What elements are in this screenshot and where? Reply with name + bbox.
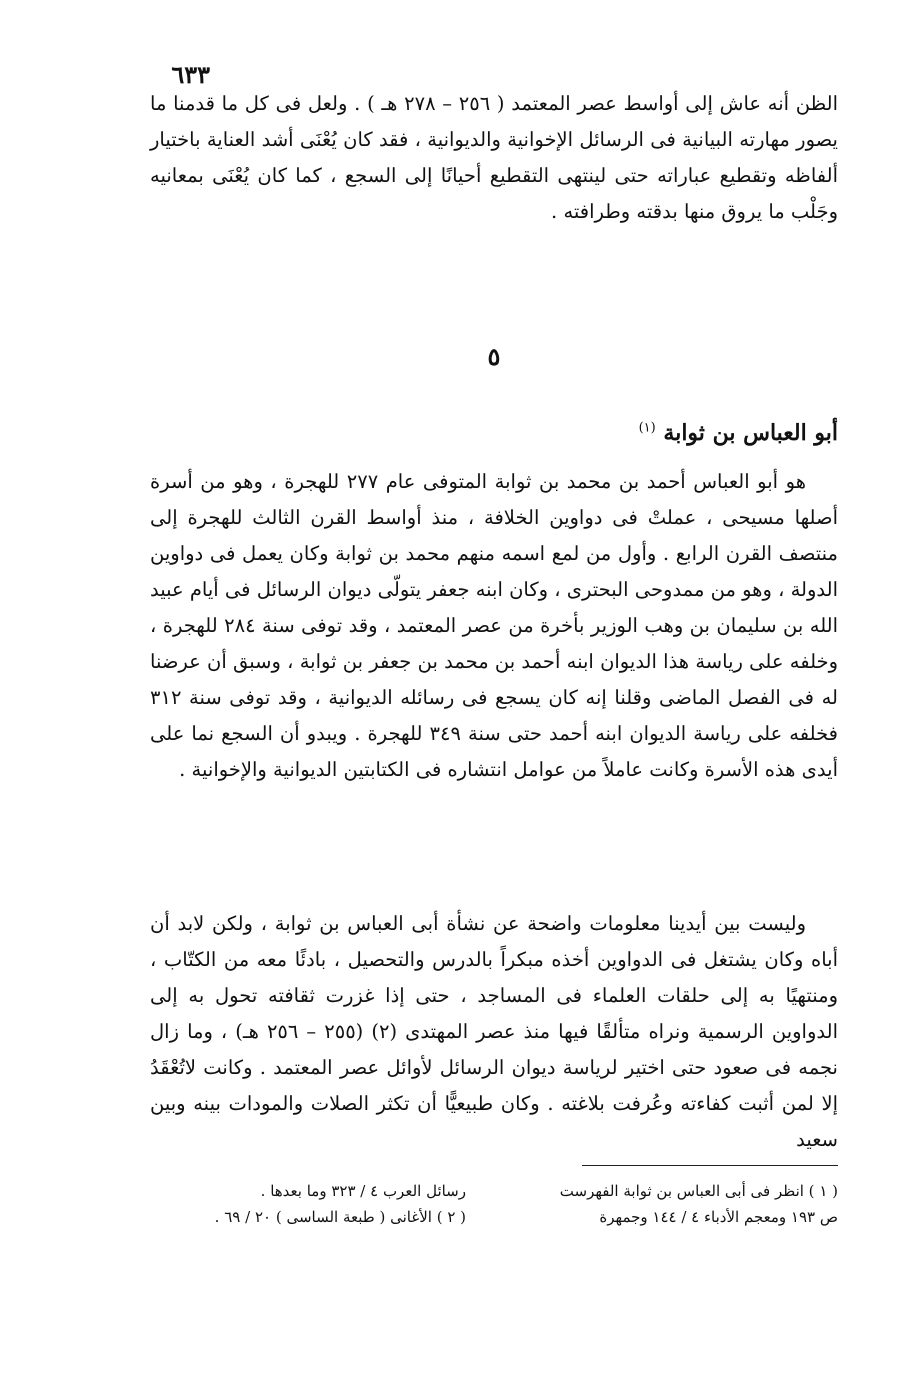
footnote-column-right	[560, 1178, 838, 1230]
body-paragraph: وليست بين أيدينا معلومات واضحة عن نشأة أبى العباس بن ثوابة ، ولكن لابد أن أباه وكان يشتغل فى الدواوين أخذه مبكراً بالدرس والتحصيل ، بادئًا معه من الكتّاب ، ومنتهيًا به إلى حلقات العلماء فى المساجد ، حتى إذا غزرت ثقافته تحول به إلى الدواوين الرسمية ونراه متألقًا فيها منذ عصر المهتدى (٢) (٢٥٥ – ٢٥٦ هـ) ، وما زال نجمه فى صعود حتى اختير لرياسة ديوان الرسائل لأوائل عصر المعتمد . وكانت لاتُعْقَدُ إلا لمن أثبت كفاءته وعُرفت بلاغته . وكان طبيعيًّا أن تكثر الصلات والمودات بينه وبين سعيد	[150, 912, 838, 1151]
intro-paragraph: الظن أنه عاش إلى أواسط عصر المعتمد ( ٢٥٦ – ٢٧٨ هـ ) . ولعل فى كل ما قدمنا ما يصور مهارته البيانية فى الرسائل الإخوانية والديوانية ، فقد كان يُعْنَى أشد العناية باختيار ألفاظه وتقطيع عباراته حتى لينتهى التقطيع أحيانًا إلى السجع ، كما كان يُعْنَى بمعانيه وجَلْب ما يروق منها بدقته وطرافته .	[150, 92, 838, 223]
footnote-line: رسائل العرب ٤ / ٣٢٣ وما بعدها .	[260, 1182, 466, 1200]
footnote-divider	[582, 1165, 838, 1166]
page-number: ٦٣٣	[171, 60, 210, 89]
footnote-line: ( ١ ) انظر فى أبى العباس بن ثوابة الفهرست	[559, 1182, 838, 1200]
book-page	[150, 50, 838, 1290]
footnote-column-left	[215, 1178, 466, 1230]
footnote-line: ( ٢ ) الأغانى ( طبعة الساسى ) ٢٠ / ٦٩ .	[214, 1208, 466, 1226]
section-title-text: أبو العباس بن ثوابة	[663, 420, 838, 446]
body-paragraph: هو أبو العباس أحمد بن محمد بن ثوابة المتوفى عام ٢٧٧ للهجرة ، وهو من أسرة أصلها مسيحى ، عملتْ فى دواوين الخلافة ، منذ أواسط القرن الثالث للهجرة إلى منتصف القرن الرابع . وأول من لمع اسمه منهم محمد بن ثوابة وكان يعمل فى دواوين الدولة ، وهو من ممدوحى البحترى ، وكان ابنه جعفر يتولّى ديوان الرسائل فى أيام عبيد الله بن سليمان بن وهب الوزير بأخرة من عصر المعتمد ، وقد توفى سنة ٢٨٤ للهجرة ، وخلفه على رياسة هذا الديوان ابنه أحمد بن محمد بن جعفر بن ثوابة ، وسبق أن عرضنا له فى الفصل الماضى وقلنا إنه كان يسجع فى رسائله الديوانية ، وقد توفى سنة ٣١٢ فخلفه على رياسة الديوان ابنه أحمد حتى سنة ٣٤٩ للهجرة . ويبدو أن السجع نما على أيدى هذه الأسرة وكانت عاملاً من عوامل انتشاره فى الكتابتين الديوانية والإخوانية .	[150, 470, 839, 781]
section-number: ٥	[487, 342, 501, 371]
section-title	[639, 420, 838, 446]
footnote-line: ص ١٩٣ ومعجم الأدباء ٤ / ١٤٤ وجمهرة	[599, 1208, 838, 1226]
footnote-reference: (١)	[638, 420, 656, 436]
